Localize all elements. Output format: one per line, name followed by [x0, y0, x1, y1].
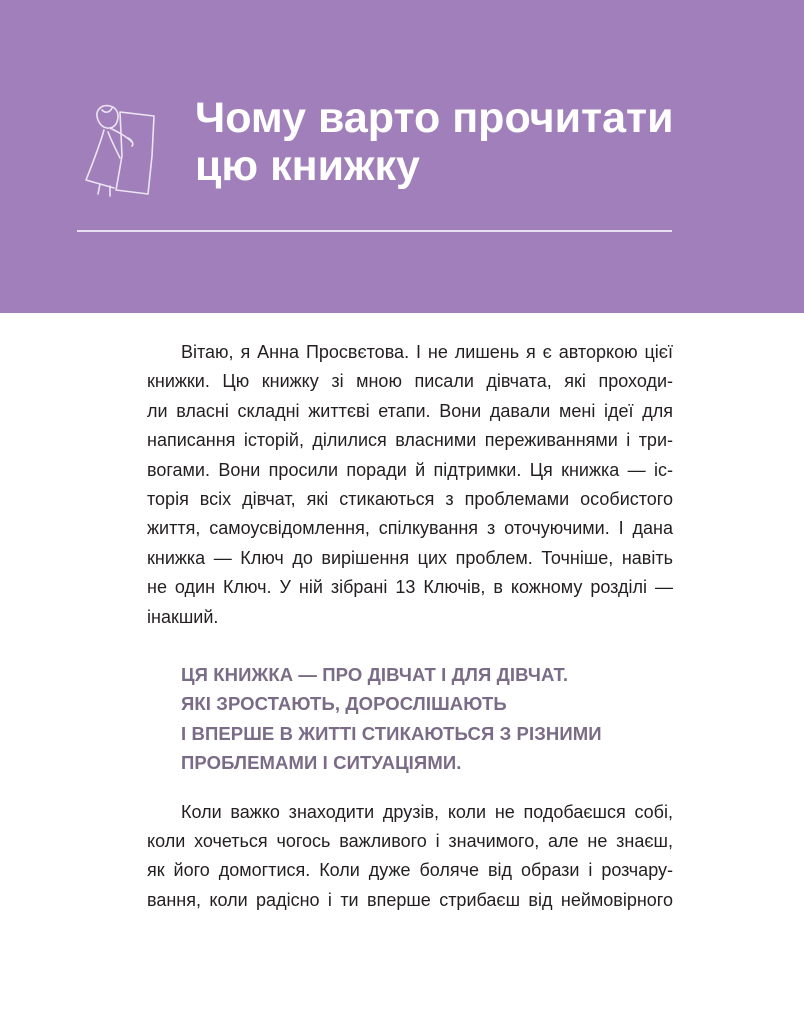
chapter-header	[0, 0, 804, 313]
quote-line: ЯКІ ЗРОСТАЮТЬ, ДОРОСЛІШАЮТЬ	[181, 693, 507, 715]
paragraph-second	[147, 798, 673, 916]
text-line: Коли важко знаходити друзів, коли не подобаєшся собі,	[181, 801, 673, 822]
text-line: інакший.	[147, 606, 219, 627]
text-line: книжка — Ключ до вирішення цих проблем. Точніше, навіть	[147, 547, 673, 568]
text-line: коли хочеться чогось важливого і значимого, але не знаєш,	[147, 830, 673, 851]
text-line: не один Ключ. У ній зібрані 13 Ключів, в кожному розділі —	[147, 577, 673, 598]
text-line: вання, коли радісно і ти вперше стрибаєш від неймовірного	[147, 889, 673, 910]
quote-line: ПРОБЛЕМАМИ І СИТУАЦІЯМИ.	[181, 752, 462, 774]
text-line: вогами. Вони просили поради й підтримки. Ця книжка — іс-	[147, 459, 673, 480]
text-line: як його домогтися. Коли дуже боляче від образи і розчару-	[147, 860, 673, 881]
header-divider	[77, 230, 672, 232]
pull-quote	[181, 660, 673, 778]
quote-line: ЦЯ КНИЖКА — ПРО ДІВЧАТ І ДЛЯ ДІВЧАТ.	[181, 663, 569, 685]
text-line: Вітаю, я Анна Просвєтова. І не лишень я є авторкою цієї	[181, 342, 673, 362]
page-title	[195, 94, 755, 190]
girl-with-paper-icon	[80, 98, 170, 198]
quote-line: І ВПЕРШЕ В ЖИТТІ СТИКАЮТЬСЯ З РІЗНИМИ	[181, 722, 602, 744]
text-line: написання історій, ділилися власними переживаннями і три-	[147, 430, 673, 451]
text-line: торія всіх дівчат, які стикаються з проблемами особистого	[147, 488, 673, 509]
title-line: Чому варто прочитати	[195, 94, 674, 142]
body-text	[147, 338, 673, 915]
text-line: книжки. Цю книжку зі мною писали дівчата, які проходи-	[147, 371, 673, 392]
text-line: життя, самоусвідомлення, спілкування з оточуючими. І дана	[147, 518, 673, 539]
text-line: ли власні складні життєві етапи. Вони давали мені ідеї для	[147, 400, 673, 421]
title-line: цю книжку	[195, 142, 420, 190]
paragraph-intro	[147, 338, 673, 632]
